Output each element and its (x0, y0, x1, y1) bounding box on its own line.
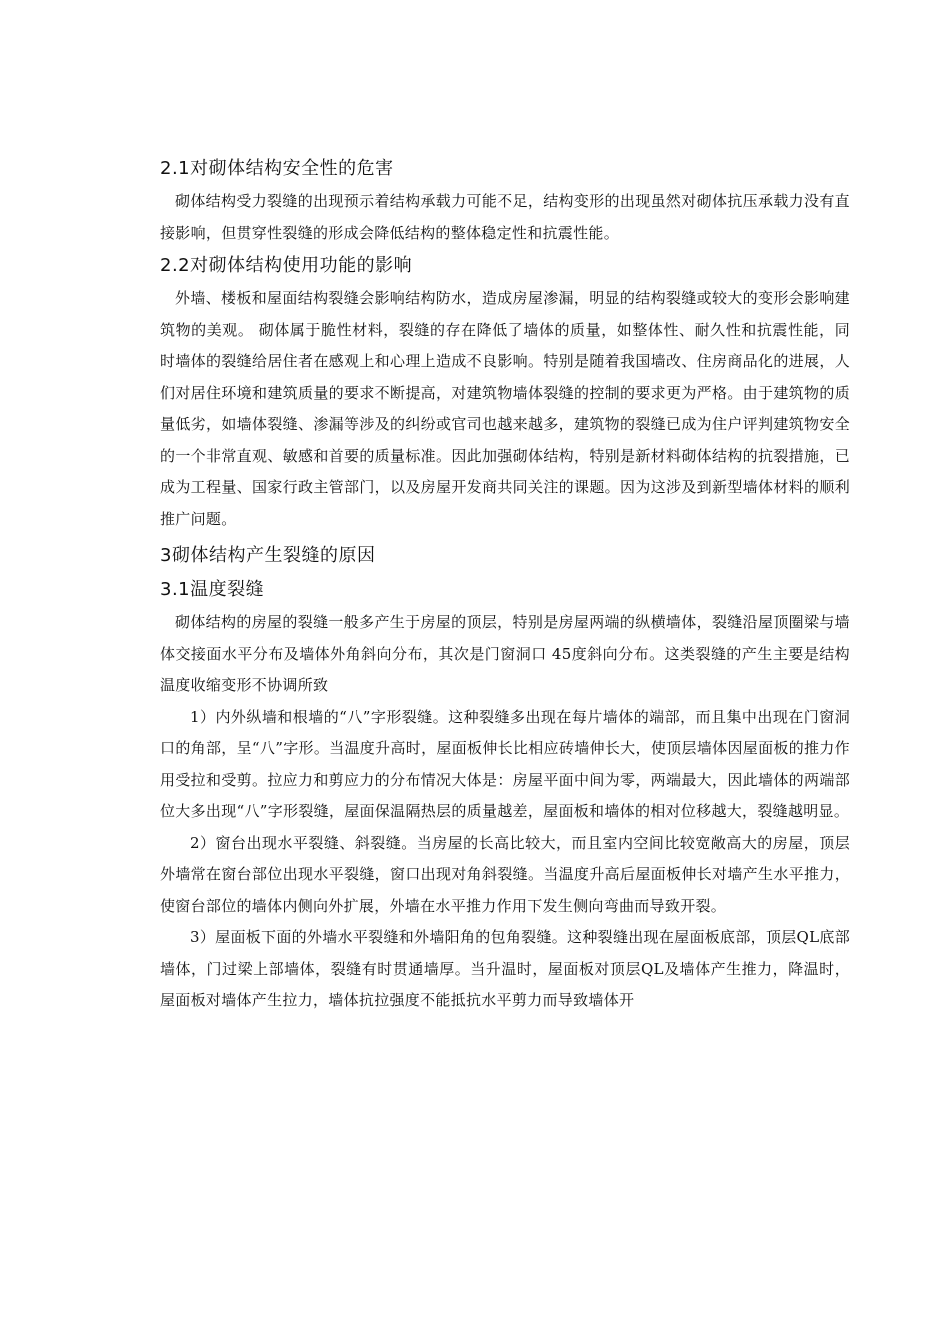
list-item: 3）屋面板下面的外墙水平裂缝和外墙阳角的包角裂缝。这种裂缝出现在屋面板底部，顶层QL底部墙体，门过梁上部墙体，裂缝有时贯通墙厚。当升温时，屋面板对顶层QL及墙体产生推力，降温时，屋面板对墙体产生拉力，墙体抗拉强度不能抵抗水平剪力而导致墙体开 (160, 928, 851, 1009)
list-item: 1）内外纵墙和根墙的“八”字形裂缝。这种裂缝多出现在每片墙体的端部，而且集中出现在门窗洞口的角部，呈“八”字形。当温度升高时，屋面板伸长比相应砖墙伸长大，使顶层墙体因屋面板的推力作用受拉和受剪。拉应力和剪应力的分布情况大体是：房屋平面中间为零，两端最大，因此墙体的两端部位大多出现“八”字形裂缝，屋面保温隔热层的质量越差，屋面板和墙体的相对位移越大，裂缝越明显。 (160, 707, 850, 820)
list-item: 2）窗台出现水平裂缝、斜裂缝。当房屋的长高比较大，而且室内空间比较宽敞高大的房屋，顶层外墙常在窗台部位出现水平裂缝，窗口出现对角斜裂缝。当温度升高后屋面板伸长对墙产生水平推力，使窗台部位的墙体内侧向外扩展，外墙在水平推力作用下发生侧向弯曲而导致开裂。 (160, 833, 850, 915)
section-heading-2-1: 2.1对砌体结构安全性的危害 (160, 158, 394, 179)
chapter-heading-3: 3砌体结构产生裂缝的原因 (160, 545, 376, 566)
section-heading-2-2: 2.2对砌体结构使用功能的影响 (160, 255, 413, 276)
document-page (160, 152, 850, 1017)
section-paragraph-2-1: 砌体结构受力裂缝的出现预示着结构承载力可能不足，结构变形的出现虽然对砌体抗压承载力没有直接影响，但贯穿性裂缝的形成会降低结构的整体稳定性和抗震性能。 (160, 192, 850, 242)
section-paragraph-2-2: 外墙、楼板和屋面结构裂缝会影响结构防水，造成房屋渗漏，明显的结构裂缝或较大的变形会影响建筑物的美观。 砌体属于脆性材料，裂缝的存在降低了墙体的质量，如整体性、耐久性和抗震性能，同时墙体的裂缝给居住者在感观上和心理上造成不良影响。特别是随着我国墙改、住房商品化的进展，人们对居住环境和建筑质量的要求不断提高，对建筑物墙体裂缝的控制的要求更为严格。由于建筑物的质量低劣，如墙体裂缝、渗漏等涉及的纠纷或官司也越来越多，建筑物的裂缝已成为住户评判建筑物安全的一个非常直观、敏感和首要的质量标准。因此加强砌体结构，特别是新材料砌体结构的抗裂措施，已成为工程量、国家行政主管部门，以及房屋开发商共同关注的课题。因为这涉及到新型墙体材料的顺利推广问题。 (160, 289, 850, 528)
subsection-intro: 砌体结构的房屋的裂缝一般多产生于房屋的顶层，特别是房屋两端的纵横墙体，裂缝沿屋顶圈梁与墙体交接面水平分布及墙体外角斜向分布，其次是门窗洞口 45度斜向分布。这类裂缝的产生主要是结构温度收缩变形不协调所致 (160, 613, 850, 694)
subsection-heading-3-1: 3.1温度裂缝 (160, 579, 265, 600)
